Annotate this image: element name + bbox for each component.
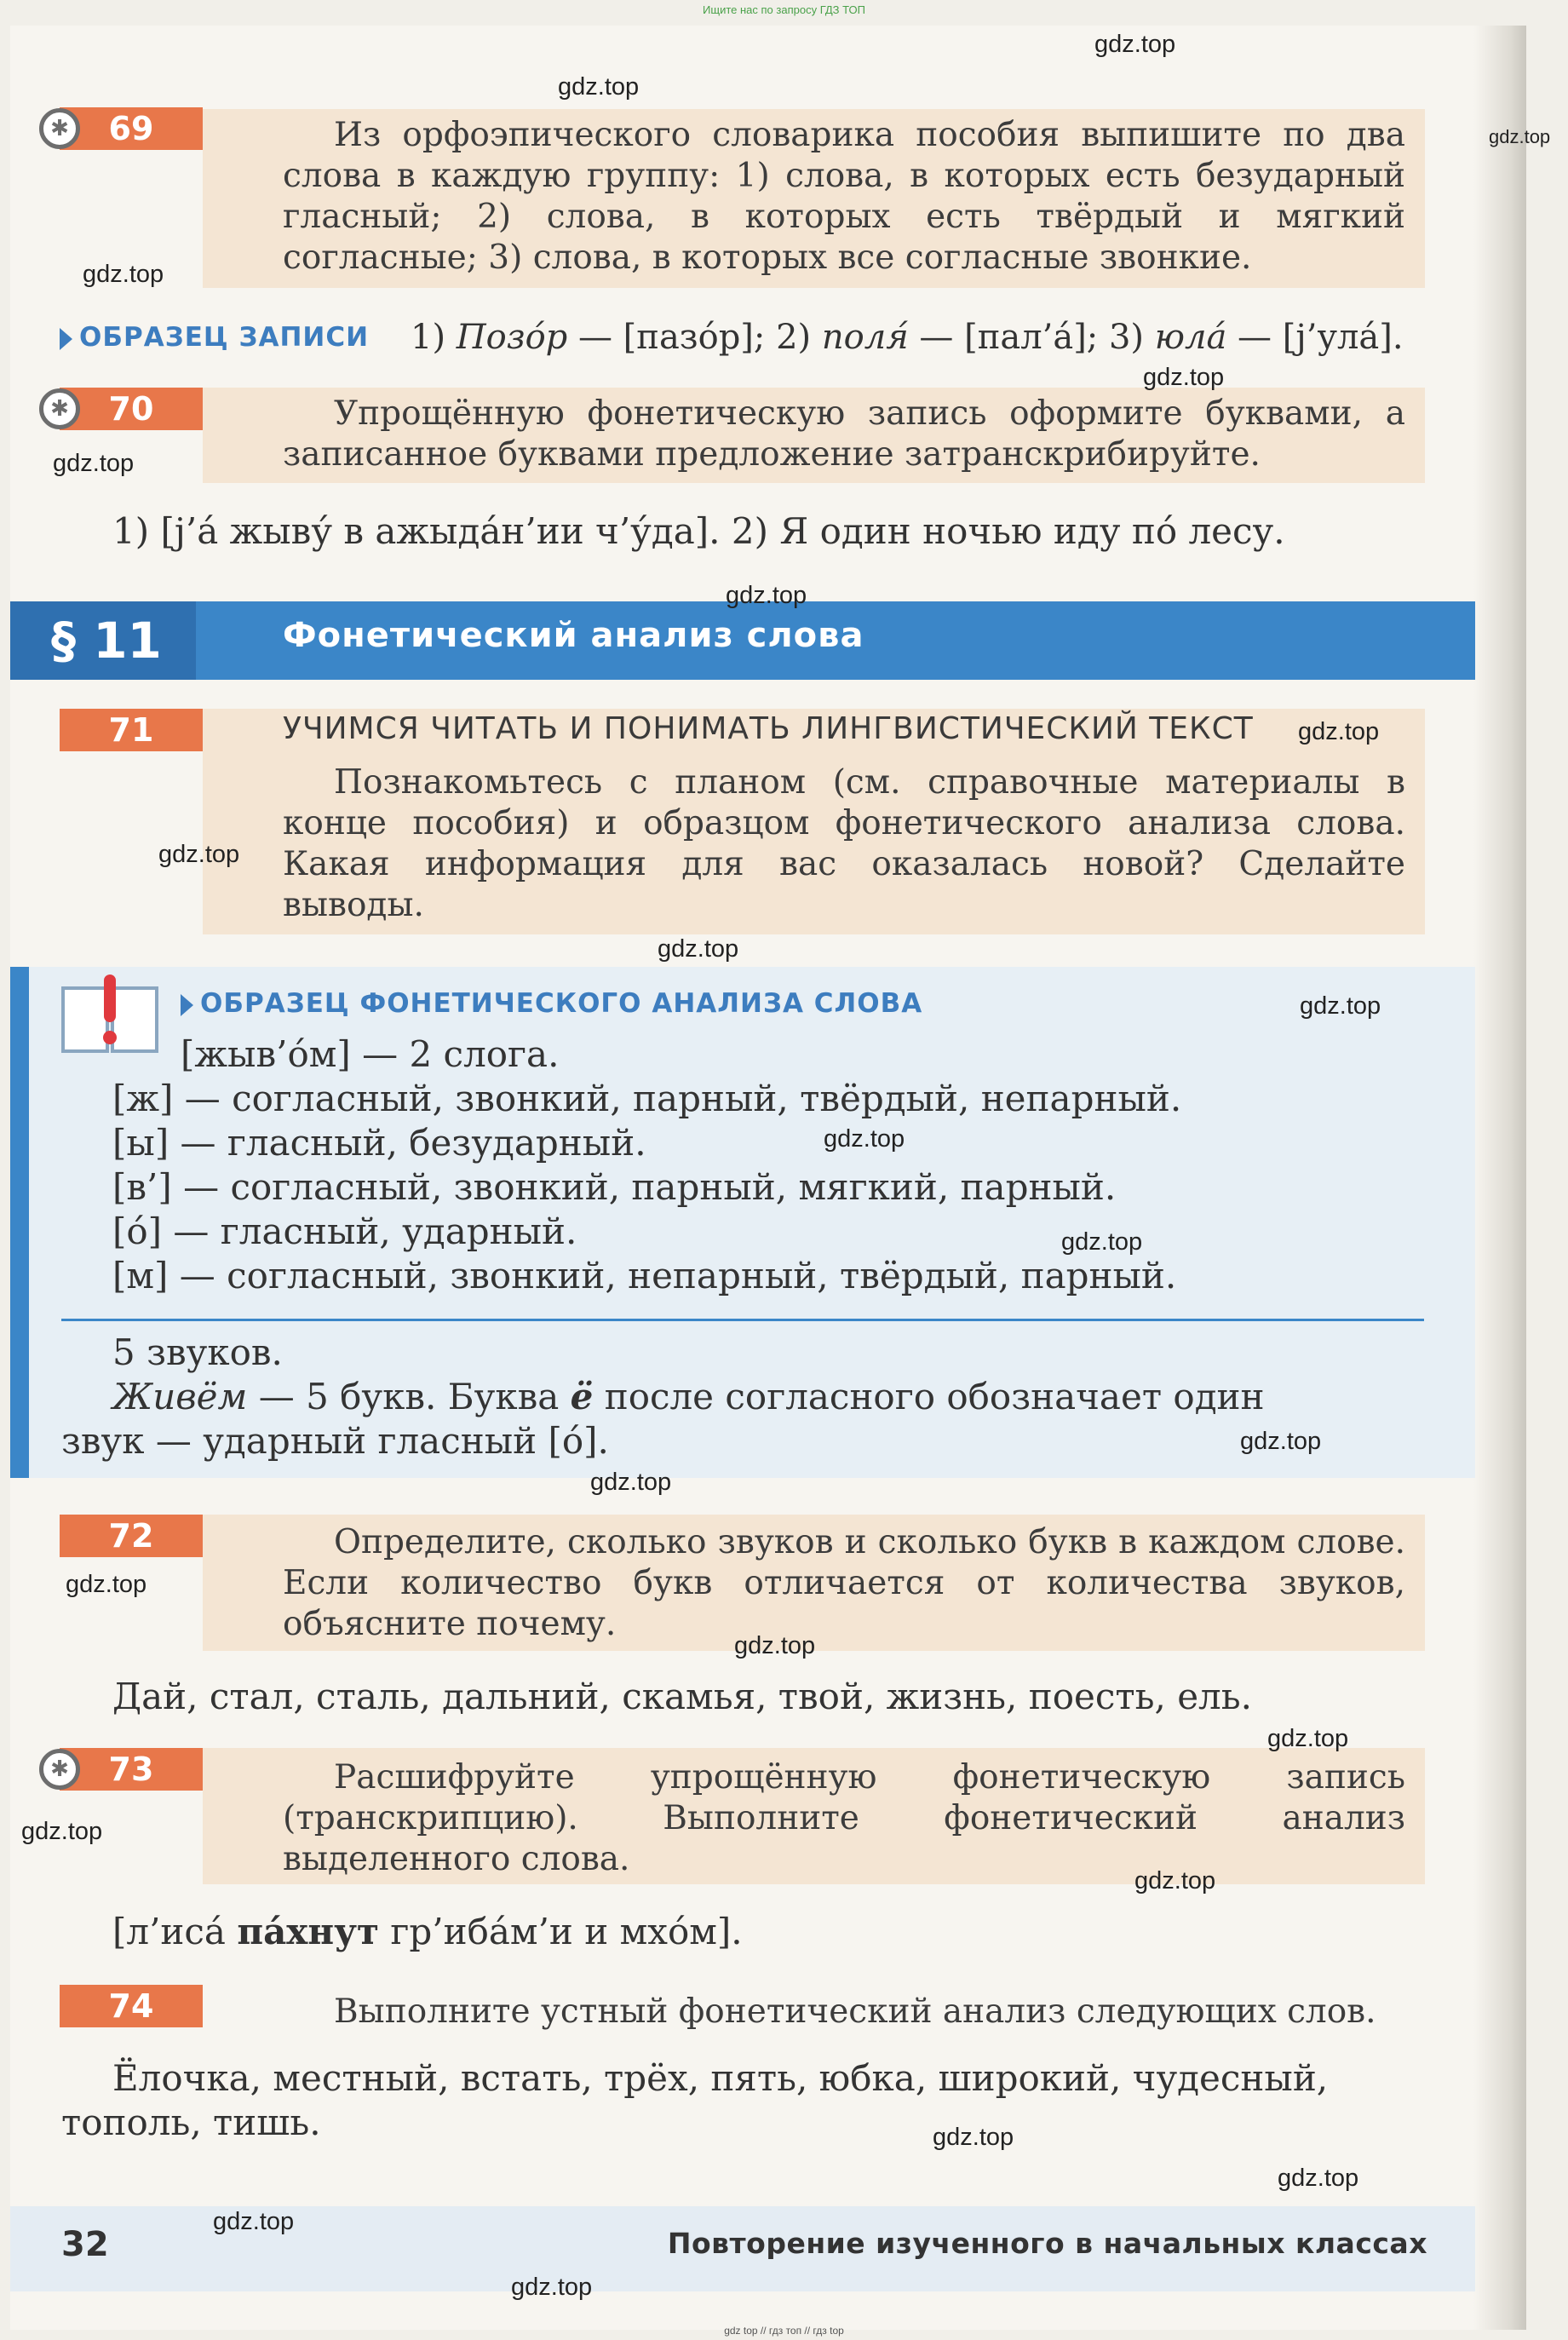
analysis-letter: ё [570, 1376, 594, 1417]
example-part: гр’иба́м’и и мхо́м]. [378, 1911, 743, 1952]
sample-line [411, 315, 1404, 359]
sample-part: — [пал’а́]; 3) [908, 318, 1155, 357]
page-number: 32 [61, 2225, 109, 2264]
highlighted-word: па́хнут [237, 1911, 379, 1952]
task-72-text: Определите, сколько звуков и сколько букв в каждом слове. Если количество букв отличается от количества звуков, объясните почему. [283, 1523, 1405, 1643]
sample-word: юла́ [1154, 318, 1227, 357]
analysis-note-part: — 5 букв. Буква [247, 1376, 571, 1417]
sample-label-text: ОБРАЗЕЦ ЗАПИСИ [79, 322, 370, 353]
task-74-text: Выполните устный фонетический анализ следующих слов. [334, 1992, 1376, 2031]
watermark: gdz.top [590, 1469, 672, 1496]
analysis-stripe [10, 967, 29, 1478]
sounds-count: 5 звуков. [112, 1331, 283, 1373]
footer-title: Повторение изученного в начальных классах [667, 2227, 1427, 2260]
analysis-line: [ж] — согласный, звонкий, парный, твёрдый, непарный. [112, 1078, 1182, 1119]
task-71-text: Познакомьтесь с планом (см. справочные материалы в конце пособия) и образцом фонетического анализа слова. Какая информация для вас оказалась новой? Сделайте выводы. [283, 763, 1405, 924]
page-edge [1473, 26, 1526, 2330]
letters-note [112, 1375, 1265, 1419]
task-72-badge: 72 [60, 1515, 203, 1557]
sample-word: Позо́р [456, 318, 568, 357]
watermark: gdz.top [558, 73, 640, 101]
analysis-line: [в’] — согласный, звонкий, парный, мягкий, парный. [112, 1166, 1117, 1208]
asterisk-icon: ✱ [39, 108, 80, 149]
watermark: gdz.top [1300, 992, 1381, 1020]
watermark: gdz.top [1240, 1428, 1322, 1455]
sample-part: — [j’ула́]. [1226, 318, 1404, 357]
task-71-badge: 71 [60, 709, 203, 751]
asterisk-icon: ✱ [39, 388, 80, 429]
task-72-words: Дай, стал, сталь, дальний, скамья, твой, жизнь, поесть, ель. [112, 1676, 1252, 1717]
asterisk-icon: ✱ [39, 1749, 80, 1790]
watermark: gdz.top [933, 2124, 1014, 2151]
watermark: gdz.top [53, 450, 135, 477]
analysis-note-part: после согласного обозначает один [593, 1376, 1265, 1417]
watermark: gdz.top [213, 2208, 295, 2235]
task-73-badge: 73 [60, 1748, 203, 1791]
sample-label [60, 322, 369, 353]
analysis-line: [жыв’о́м] — 2 слога. [181, 1033, 560, 1075]
analysis-label [181, 988, 922, 1019]
task-73-example [112, 1910, 743, 1954]
watermark: gdz.top [1061, 1228, 1143, 1256]
watermark: gdz.top [66, 1571, 147, 1598]
analysis-line: [м] — согласный, звонкий, непарный, твёрдый, парный. [112, 1255, 1177, 1296]
task-70-text: Упрощённую фонетическую запись оформите буквами, а записанное буквами предложение затранскрибируйте. [283, 394, 1405, 474]
watermark: gdz.top [1094, 31, 1176, 58]
sample-part: 1) [411, 318, 457, 357]
watermark: gdz.top [658, 935, 739, 963]
task-70-example: 1) [j’а́ жыву́ в ажыда́н’ии ч’у́да]. 2) Я один ночью иду по́ лесу. [112, 510, 1285, 552]
watermark: gdz.top [1298, 718, 1380, 745]
watermark: gdz.top [1143, 364, 1225, 391]
task-74-badge: 74 [60, 1985, 203, 2027]
watermark: gdz.top [511, 2274, 593, 2301]
watermark: gdz.top [734, 1632, 816, 1659]
watermark: gdz.top [726, 582, 807, 609]
watermark: gdz.top [1267, 1725, 1349, 1752]
section-title: Фонетический анализ слова [283, 616, 864, 655]
divider [61, 1319, 1424, 1321]
sample-word: поля́ [821, 318, 909, 357]
letters-note-cont: звук — ударный гласный [о́]. [61, 1420, 609, 1462]
task-74-words-cont: тополь, тишь. [61, 2101, 321, 2143]
task-73-text: Расшифруйте упрощённую фонетическую запись (транскрипцию). Выполните фонетический анализ выделенного слова. [283, 1758, 1405, 1878]
watermark: gdz.top [1489, 126, 1551, 147]
sample-part: — [пазо́р]; 2) [567, 318, 822, 357]
task-70-badge: 70 [60, 388, 203, 430]
watermark: gdz.top [21, 1818, 103, 1845]
footer-note: gdz top // гдз топ // гдз top [724, 2325, 844, 2337]
example-part: [л’иса́ [112, 1911, 238, 1952]
task-69-text: Из орфоэпического словарика пособия выпишите по два слова в каждую группу: 1) слова, в которых есть безударный гласный; 2) слова, в которых есть твёрдый и мягкий согласные; 3) слова, в которых все согласные звонкие. [283, 116, 1405, 277]
watermark: gdz.top [158, 841, 240, 868]
header-note: Ищите нас по запросу ГДЗ ТОП [703, 3, 865, 16]
task-74-words: Ёлочка, местный, встать, трёх, пять, юбка, широкий, чудесный, [112, 2057, 1329, 2099]
exclamation-book-icon [60, 971, 160, 1055]
watermark: gdz.top [1134, 1867, 1216, 1894]
task-71-heading: УЧИМСЯ ЧИТАТЬ И ПОНИМАТЬ ЛИНГВИСТИЧЕСКИЙ ТЕКСТ [283, 711, 1254, 746]
section-number: § 11 [10, 601, 196, 680]
analysis-word: Живём [112, 1376, 248, 1417]
watermark: gdz.top [1278, 2165, 1359, 2192]
analysis-line: [ы] — гласный, безударный. [112, 1122, 646, 1164]
triangle-icon [181, 994, 193, 1016]
task-69-badge: 69 [60, 107, 203, 150]
analysis-label-text: ОБРАЗЕЦ ФОНЕТИЧЕСКОГО АНАЛИЗА СЛОВА [200, 988, 923, 1019]
watermark: gdz.top [824, 1125, 905, 1153]
watermark: gdz.top [83, 261, 164, 288]
triangle-icon [60, 328, 72, 350]
analysis-line: [о́] — гласный, ударный. [112, 1210, 577, 1252]
